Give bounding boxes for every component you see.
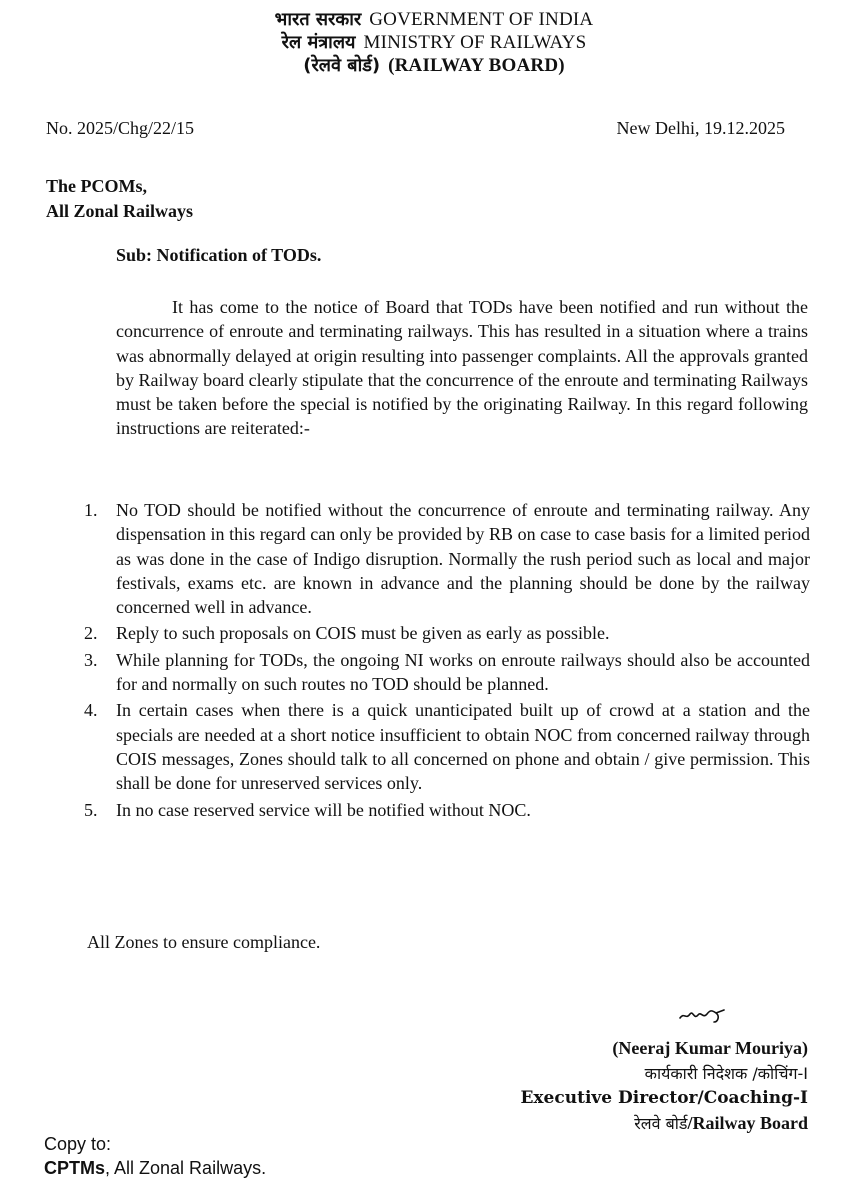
list-item: [80, 698, 810, 795]
government-english: GOVERNMENT OF INDIA: [369, 9, 594, 30]
signatory-name: (Neeraj Kumar Mouriya): [612, 1038, 808, 1058]
list-item-number: 5.: [84, 799, 98, 820]
list-item: [80, 498, 810, 619]
instructions-list: [80, 498, 810, 824]
list-item: [80, 798, 810, 822]
list-item-text: No TOD should be notified without the concurrence of enroute and terminating railway. Any dispensation in this regard can only be provided by RB on case to case basis for a limited period as was done in the case of Indigo disruption. Normally the rush period such as local and major festivals, exams etc. are known in advance and the planning should be done by the railway concerned well in advance.: [116, 500, 810, 618]
place-date: New Delhi, 19.12.2025: [616, 118, 785, 138]
reference-number: No. 2025/Chg/22/15: [46, 118, 195, 138]
letterhead-line-board: [0, 54, 868, 77]
copy-to-label: Copy to:: [44, 1134, 112, 1154]
copy-recipient-bold: CPTMs: [44, 1158, 106, 1178]
ministry-english: MINISTRY OF RAILWAYS: [363, 32, 587, 53]
list-item-number: 4.: [84, 700, 98, 721]
handwritten-signature: [676, 1004, 736, 1026]
body-paragraph: It has come to the notice of Board that TODs have been notified and run without the concurrence of enroute and terminating railways. This has resulted in a situation where a trains was abnormally delayed at origin resulting into passenger complaints. All the approvals granted by Railway board clearly stipulate that the concurrence of the enroute and terminating Railways must be taken before the special is notified by the originating Railway. In this regard following instructions are reiterated:-: [116, 297, 808, 439]
letterhead-line-government: [0, 8, 868, 31]
list-item-number: 1.: [84, 500, 98, 520]
office-english: /Railway Board: [687, 1113, 808, 1133]
closing-line: All Zones to ensure compliance.: [87, 932, 321, 952]
designation-english: Executive Director/Coaching-I: [520, 1088, 808, 1108]
list-item-text: In no case reserved service will be notified without NOC.: [116, 799, 531, 820]
list-item-text: While planning for TODs, the ongoing NI works on enroute railways should also be accounted for and normally on such routes no TOD should be planned.: [116, 649, 810, 695]
list-item-number: 3.: [84, 649, 98, 670]
copy-to-recipient: [44, 1158, 266, 1179]
designation-hindi: कार्यकारी निदेशक /कोचिंग-I: [644, 1064, 808, 1083]
addressee-line-2: All Zonal Railways: [46, 201, 194, 221]
board-english: (RAILWAY BOARD): [388, 55, 565, 76]
list-item-text: Reply to such proposals on COIS must be given as early as possible.: [116, 623, 610, 644]
list-item: [80, 621, 810, 645]
office-hindi: रेलवे बोर्ड: [634, 1114, 688, 1133]
copy-recipient-rest: , All Zonal Railways.: [105, 1158, 267, 1178]
addressee-line-1: The PCOMs,: [46, 176, 147, 196]
letterhead-line-ministry: [0, 31, 868, 54]
list-item-number: 2.: [84, 623, 98, 644]
list-item-text: In certain cases when there is a quick unanticipated built up of crowd at a station and the specials are needed at a short notice insufficient to obtain NOC from concerned railway through COIS messages, Zones should talk to all concerned on phone and obtain / give permission. This shall be done for unreserved services only.: [116, 700, 810, 794]
office-line: [520, 1111, 808, 1136]
list-item: [80, 648, 810, 697]
signature-block: [520, 1036, 808, 1136]
addressee: [46, 174, 193, 224]
letterhead: [0, 8, 868, 77]
subject-line: Sub: Notification of TODs.: [116, 245, 322, 265]
board-hindi: (रेलवे बोर्ड): [303, 55, 381, 76]
government-hindi: भारत सरकार: [274, 9, 362, 30]
ministry-hindi: रेल मंत्रालय: [281, 32, 356, 53]
